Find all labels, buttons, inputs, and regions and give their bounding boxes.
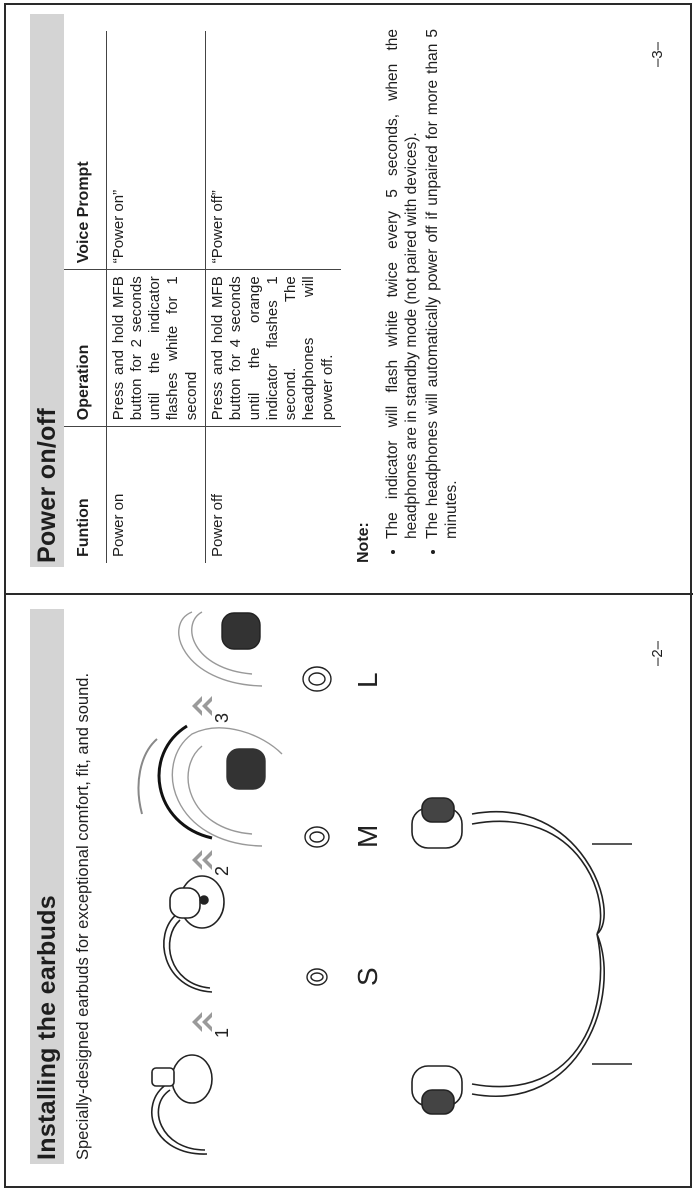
page-divider xyxy=(4,593,693,595)
page-number: –2– xyxy=(649,640,667,667)
size-label-s: S xyxy=(352,967,383,986)
section-header xyxy=(30,609,64,1164)
header-operation: Operation xyxy=(64,270,106,427)
arrow-icon xyxy=(192,850,212,870)
page-installing-earbuds xyxy=(30,609,630,1164)
note-list xyxy=(383,29,461,563)
cell-voice-prompt: “Power off” xyxy=(206,31,342,270)
page-number: –3– xyxy=(649,41,667,68)
step-label: 3 xyxy=(212,712,232,723)
list-item: • The indicator will flash white twice every 5 seconds, when the headphones are in standby mode (not paired with devices). xyxy=(383,29,421,539)
size-label-l: L xyxy=(352,672,383,688)
cell-operation: Press and hold MFB button for 4 seconds until the orange indicator flashes 1 second. The headphones will power off. xyxy=(206,270,342,427)
cell-operation: Press and hold MFB button for 2 seconds until the indicator flashes white for 1 second xyxy=(106,270,205,427)
size-label-m: M xyxy=(352,824,383,848)
power-table xyxy=(64,31,341,563)
table-row xyxy=(106,31,205,563)
note-label: Note: xyxy=(355,522,373,563)
earbud-with-hook-icon xyxy=(152,1055,212,1154)
section-title: Installing the earbuds xyxy=(32,895,61,1160)
arrow-icon xyxy=(192,1012,212,1032)
cell-function: Power on xyxy=(106,427,205,563)
earbud-assembled-icon xyxy=(164,876,224,992)
header-voice-prompt: Voice Prompt xyxy=(64,31,106,270)
cell-voice-prompt: “Power on” xyxy=(106,31,205,270)
page-power-on-off xyxy=(30,14,590,567)
table-row xyxy=(206,31,342,563)
table-header-row xyxy=(64,31,106,563)
installation-illustration xyxy=(112,609,632,1164)
step-label: 2 xyxy=(212,865,232,876)
ear-tip-icon xyxy=(303,667,331,985)
cell-function: Power off xyxy=(209,493,226,557)
header-function: Funtion xyxy=(64,427,106,563)
ear-final-icon xyxy=(179,612,262,686)
section-header xyxy=(30,14,64,567)
intro-text: Specially-designed earbuds for exceptional comfort, fit, and sound. xyxy=(74,672,92,1160)
arrow-icon xyxy=(192,696,212,716)
step-label: 1 xyxy=(212,1027,232,1038)
ear-wearing-earbud-icon xyxy=(138,726,282,846)
earbuds-pair-icon xyxy=(412,798,632,1114)
list-item: • The headphones will automatically power off if unpaired for more than 5 minutes. xyxy=(423,29,461,539)
section-title: Power on/off xyxy=(32,408,61,563)
